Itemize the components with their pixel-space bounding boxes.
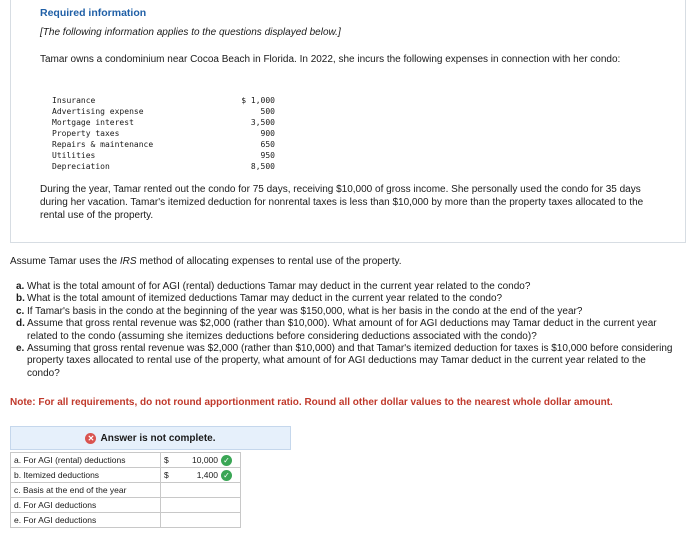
question-list [16,281,676,380]
answer-row [11,513,241,528]
answer-label: a. For AGI (rental) deductions [11,453,161,468]
assumption-before: Assume Tamar uses the [10,256,120,267]
answer-value[interactable]: 10,000 [192,455,218,465]
answer-input-cell[interactable] [161,498,241,513]
expense-row [52,95,275,106]
expense-amount: 650 [260,140,275,149]
answer-input-cell[interactable] [161,483,241,498]
answer-table [10,452,241,528]
answer-label: b. Itemized deductions [11,468,161,483]
question-letter: b. [16,293,25,305]
expense-amount: 8,500 [250,162,275,171]
expense-amount: 900 [260,129,275,138]
incorrect-x-icon: ✕ [85,433,96,444]
expense-name: Mortgage interest [52,118,134,127]
answer-row [11,498,241,513]
answer-row [11,468,241,483]
question-text: What is the total amount of for AGI (rental) deductions Tamar may deduct in the current year related to the condo? [27,281,531,292]
question-text: Assume that gross rental revenue was $2,000 (rather than $10,000). What amount of for AGI deductions may Tamar deduct in the current year related to the condo (assuming she itemizes deductions before considering deductions associated with the condo)? [27,318,657,342]
correct-check-icon: ✓ [221,455,232,466]
answer-row [11,453,241,468]
answer-status-banner [10,426,291,450]
answer-row [11,483,241,498]
question-letter: c. [16,305,25,317]
question-item [16,318,676,343]
expense-name: Insurance [52,96,96,105]
expense-amount: 500 [260,107,275,116]
assumption-text [10,256,402,267]
expenses-table [52,95,275,172]
expense-row [52,106,275,117]
answer-status-text: Answer is not complete. [100,432,216,444]
expense-row [52,128,275,139]
expense-row [52,150,275,161]
answer-value[interactable]: 1,400 [196,470,218,480]
question-item [16,306,676,318]
answer-label: c. Basis at the end of the year [11,483,161,498]
answer-input-cell[interactable] [161,453,241,468]
dollar-sign: $ [164,470,169,480]
assumption-after: method of allocating expenses to rental use of the property. [136,256,402,267]
expense-row [52,117,275,128]
expense-amount: 950 [260,151,275,160]
question-item [16,343,676,380]
expense-row [52,161,275,172]
question-letter: a. [16,281,25,292]
question-text: What is the total amount of itemized deductions Tamar may deduct in the current year related to the condo? [27,293,503,305]
expense-name: Property taxes [52,129,120,138]
correct-check-icon: ✓ [221,470,232,481]
expense-name: Advertising expense [52,107,144,116]
expense-name: Depreciation [52,162,110,171]
answer-input-cell[interactable] [161,468,241,483]
rounding-note: Note: For all requirements, do not round apportionment ratio. Round all other dollar values to the nearest whole dollar amount. [10,397,613,408]
expense-amount: 3,500 [250,118,275,127]
expense-amount: $ 1,000 [241,96,275,105]
intro-paragraph: Tamar owns a condominium near Cocoa Beach in Florida. In 2022, she incurs the following expenses in connection with her condo: [40,54,621,65]
answer-label: d. For AGI deductions [11,498,161,513]
question-letter: e. [16,343,25,355]
question-text: Assuming that gross rental revenue was $2,000 (rather than $10,000) and that Tamar's itemized deduction for taxes is $10,000 before considering property taxes allocated to rental use of the property, what amount of for AGI deductions may Tamar deduct in the current year related to the condo? [27,343,673,379]
assumption-method: IRS [119,256,137,267]
question-item [16,293,676,305]
expense-name: Utilities [52,151,96,160]
expense-row [52,139,275,150]
answer-input-cell[interactable] [161,513,241,528]
required-information-title: Required information [40,7,147,19]
rental-paragraph: During the year, Tamar rented out the condo for 75 days, receiving $10,000 of gross income. She personally used the condo for 35 days during her vacation. Tamar's itemized deduction for nonrental taxes is less than $10,000 by more than the property taxes allocated to the rental use of the property. [40,184,644,221]
question-letter: d. [16,318,25,330]
question-item [16,281,676,293]
expense-name: Repairs & maintenance [52,140,154,149]
answer-label: e. For AGI deductions [11,513,161,528]
question-text: If Tamar's basis in the condo at the beginning of the year was $150,000, what is her basis in the condo at the end of the year? [27,305,583,317]
dollar-sign: $ [164,455,169,465]
applies-note: [The following information applies to the questions displayed below.] [40,27,341,38]
